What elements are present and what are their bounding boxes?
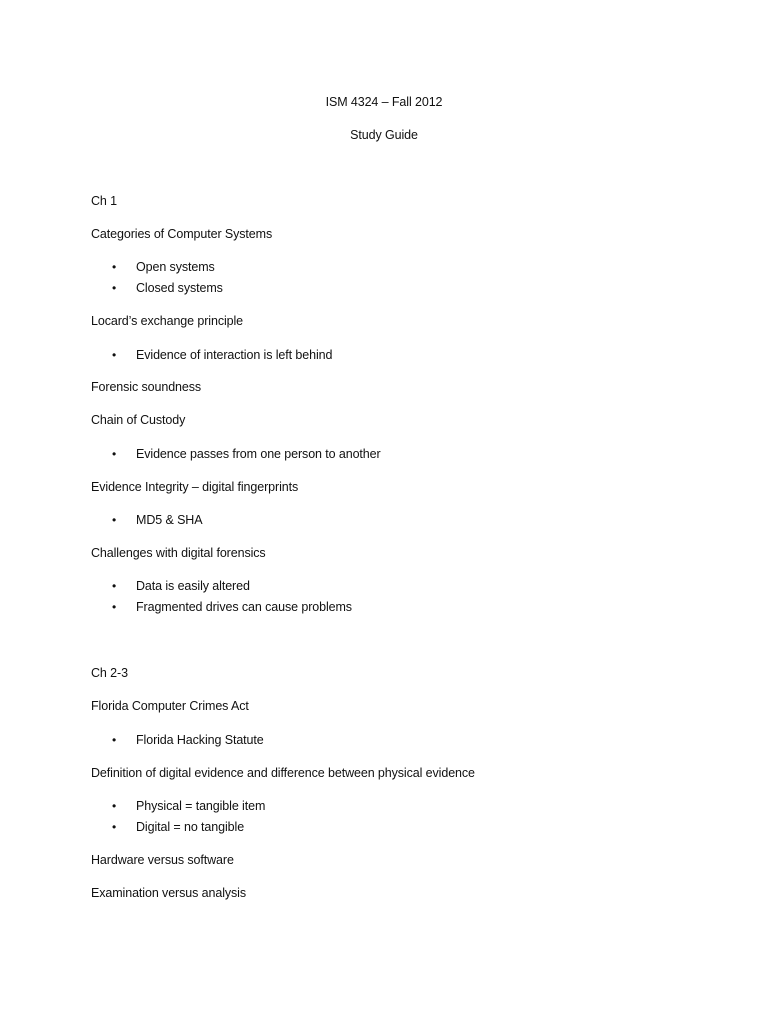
list-item-text: MD5 & SHA — [136, 513, 203, 527]
chapter-heading-ch2-3: Ch 2-3 — [91, 666, 128, 680]
topic-forensic-soundness: Forensic soundness — [91, 380, 202, 394]
list-item-text: Open systems — [136, 260, 215, 274]
list-item-text: Evidence of interaction is left behind — [136, 348, 333, 362]
list-item-text: Evidence passes from one person to another — [136, 447, 381, 461]
topic-examination-vs-analysis: Examination versus analysis — [91, 886, 247, 900]
list-item-text: Fragmented drives can cause problems — [136, 600, 352, 614]
bullet-glyph: • — [112, 733, 117, 747]
bullet-glyph: • — [112, 600, 117, 614]
topic-categories: Categories of Computer Systems — [91, 227, 273, 241]
document-title: ISM 4324 – Fall 2012 — [325, 95, 443, 109]
bullet-glyph: • — [112, 513, 117, 527]
bullet-glyph: • — [112, 260, 117, 274]
bullet-glyph: • — [112, 799, 117, 813]
topic-locard: Locard’s exchange principle — [91, 314, 244, 328]
topic-challenges: Challenges with digital forensics — [91, 546, 266, 560]
topic-florida-act: Florida Computer Crimes Act — [91, 699, 249, 713]
bullet-glyph: • — [112, 348, 117, 362]
topic-definition: Definition of digital evidence and difference between physical evidence — [91, 766, 475, 780]
list-item-text: Physical = tangible item — [136, 799, 266, 813]
topic-chain-of-custody: Chain of Custody — [91, 413, 186, 427]
list-item-text: Data is easily altered — [136, 579, 250, 593]
list-item-text: Florida Hacking Statute — [136, 733, 264, 747]
topic-hardware-vs-software: Hardware versus software — [91, 853, 234, 867]
list-item-text: Digital = no tangible — [136, 820, 245, 834]
list-item-text: Closed systems — [136, 281, 223, 295]
bullet-glyph: • — [112, 579, 117, 593]
topic-evidence-integrity: Evidence Integrity – digital fingerprints — [91, 480, 299, 494]
document-subtitle: Study Guide — [350, 128, 418, 142]
bullet-glyph: • — [112, 820, 117, 834]
chapter-heading-ch1: Ch 1 — [91, 194, 118, 208]
bullet-glyph: • — [112, 447, 117, 461]
bullet-glyph: • — [112, 281, 117, 295]
